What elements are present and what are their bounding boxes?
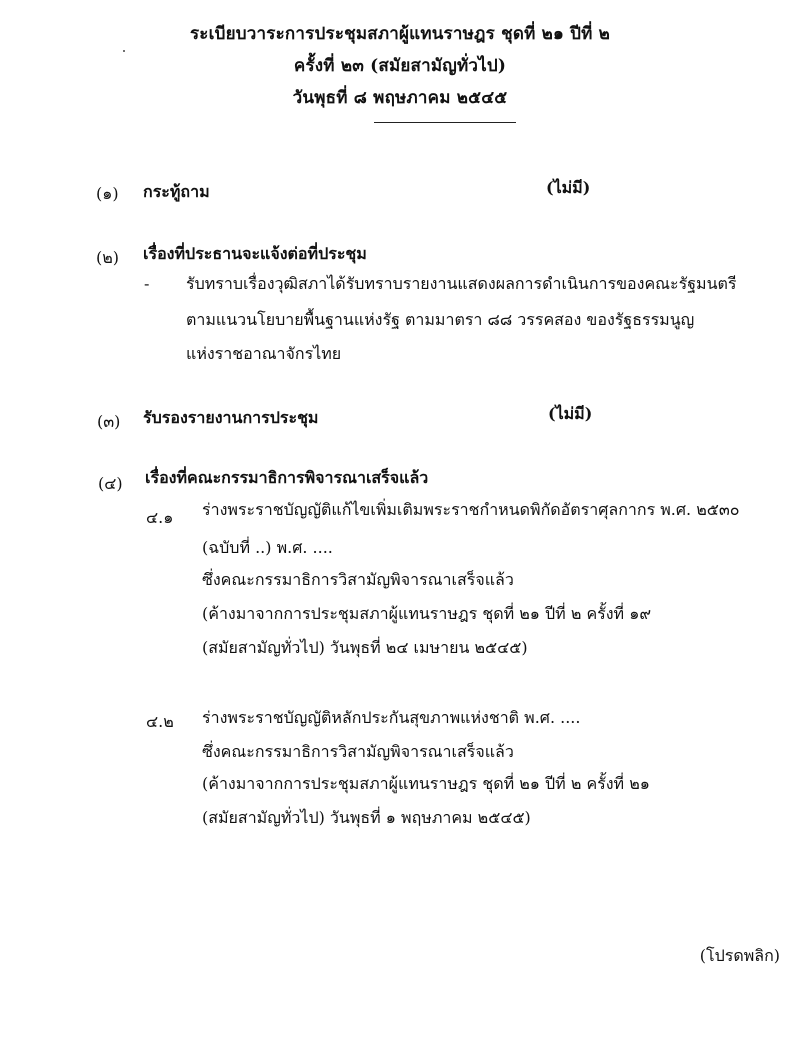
item-3-number: (๓) [97,412,121,431]
item-1-status: (ไม่มี) [546,178,591,197]
subitem-4-1-line-1: ร่างพระราชบัญญัติแก้ไขเพิ่มเติมพระราชกำหนดพิกัดอัตราศุลกากร พ.ศ. ๒๕๓๐ [202,500,740,519]
subitem-4-2-number: ๔.๒ [146,712,174,731]
subitem-4-1-line-2: (ฉบับที่ ..) พ.ศ. .... [202,538,333,557]
item-4-number: (๔) [98,474,123,493]
subitem-4-2-line-1: ร่างพระราชบัญญัติหลักประกันสุขภาพแห่งชาติ พ.ศ. .... [202,708,581,727]
header-line-2: ครั้งที่ ๒๓ (สมัยสามัญทั่วไป) [293,56,507,76]
please-turn-note: (โปรดพลิก) [699,946,780,965]
item-3-status: (ไม่มี) [548,404,593,423]
item-1-number: (๑) [96,184,119,203]
scan-speck [123,50,125,52]
subitem-4-2-line-4: (สมัยสามัญทั่วไป) วันพุธที่ ๑ พฤษภาคม ๒๕๔๕) [202,808,531,827]
subitem-4-2-line-3: (ค้างมาจากการประชุมสภาผู้แทนราษฎร ชุดที่ ๒๑ ปีที่ ๒ ครั้งที่ ๒๑ [202,774,650,793]
item-2-bullet: - [144,274,150,293]
subitem-4-2-line-2: ซึ่งคณะกรรมาธิการวิสามัญพิจารณาเสร็จแล้ว [202,742,514,761]
subitem-4-1-number: ๔.๑ [146,508,174,527]
item-1-title: กระทู้ถาม [143,182,210,201]
header-line-1: ระเบียบวาระการประชุมสภาผู้แทนราษฎร ชุดที่ ๒๑ ปีที่ ๒ [189,24,611,44]
item-2-line-2: ตามแนวนโยบายพื้นฐานแห่งรัฐ ตามมาตรา ๘๘ วรรคสอง ของรัฐธรรมนูญ [186,310,695,329]
item-2-line-1: รับทราบเรื่องวุฒิสภาได้รับทราบรายงานแสดงผลการดำเนินการของคณะรัฐมนตรี [186,274,737,293]
header-line-3: วันพุธที่ ๘ พฤษภาคม ๒๕๔๕ [292,88,508,108]
item-3-title: รับรองรายงานการประชุม [143,408,319,427]
item-2-line-3: แห่งราชอาณาจักรไทย [186,344,342,363]
item-2-title: เรื่องที่ประธานจะแจ้งต่อที่ประชุม [143,244,367,263]
subitem-4-1-line-3: ซึ่งคณะกรรมาธิการวิสามัญพิจารณาเสร็จแล้ว [202,570,514,589]
item-4-title: เรื่องที่คณะกรรมาธิการพิจารณาเสร็จแล้ว [145,468,429,487]
header-divider [374,122,516,123]
item-2-number: (๒) [96,248,120,267]
subitem-4-1-line-4: (ค้างมาจากการประชุมสภาผู้แทนราษฎร ชุดที่ ๒๑ ปีที่ ๒ ครั้งที่ ๑๙ [202,604,652,623]
subitem-4-1-line-5: (สมัยสามัญทั่วไป) วันพุธที่ ๒๔ เมษายน ๒๕๔๕) [202,638,528,657]
